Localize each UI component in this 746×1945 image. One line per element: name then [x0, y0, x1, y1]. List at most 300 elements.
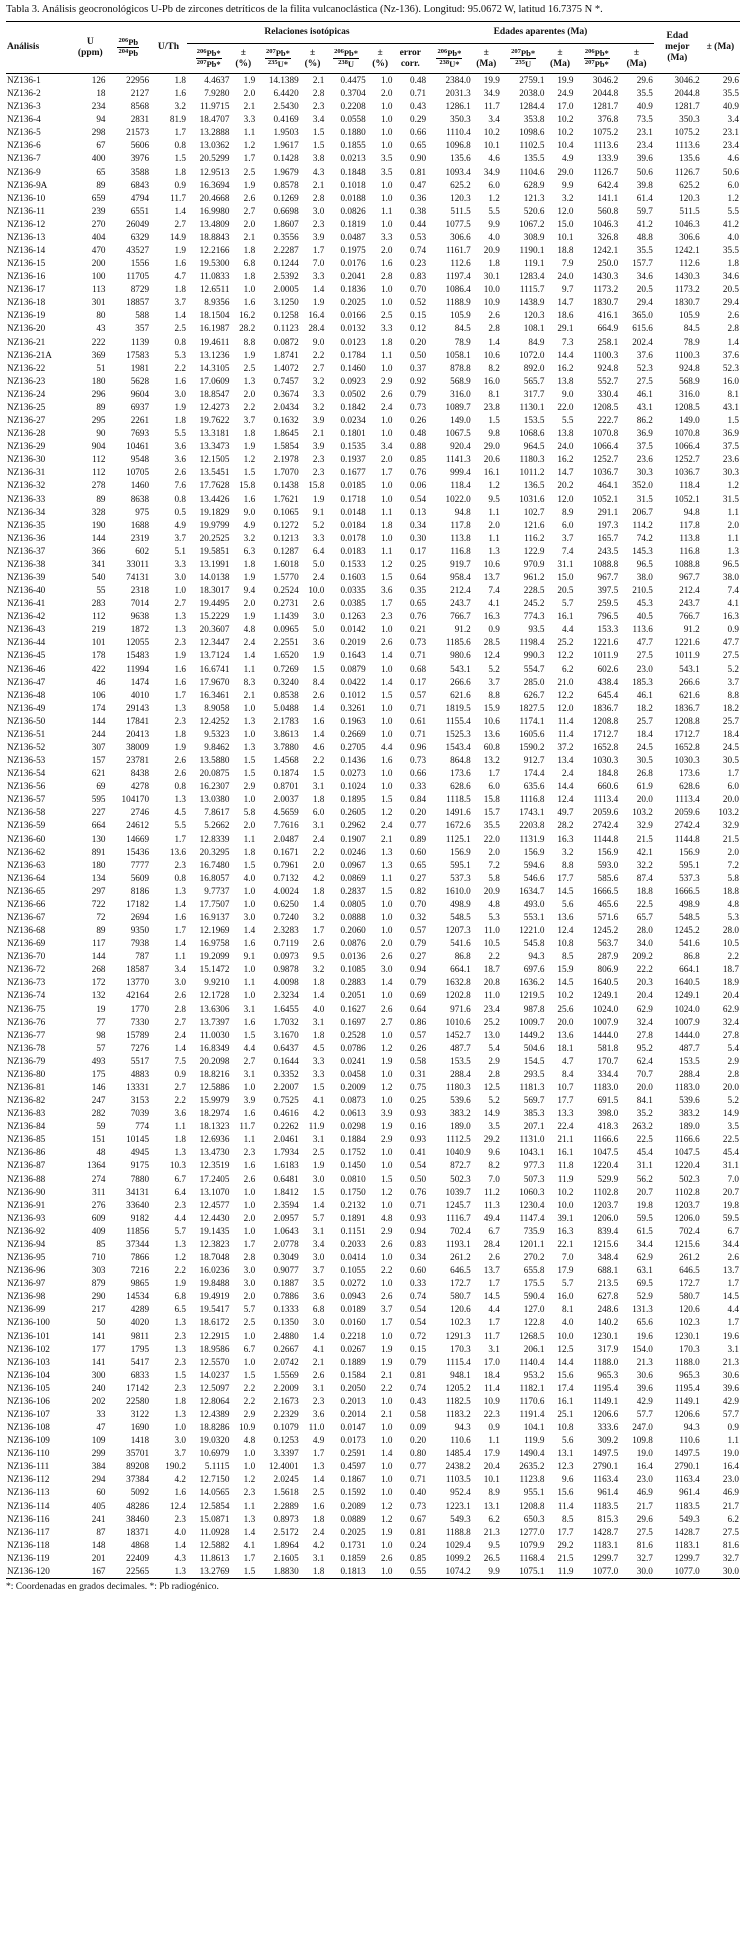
value-cell: 1.8 [312, 977, 325, 988]
value-cell: 1024.0 [674, 1003, 700, 1014]
value-cell: 0.66 [410, 768, 427, 779]
value-cell: 49.7 [557, 807, 574, 818]
value-cell: 2.6 [243, 1173, 256, 1184]
value-cell: 10.9 [239, 1422, 256, 1433]
value-cell: 9865 [130, 1278, 150, 1289]
value-cell: 116.8 [679, 545, 700, 556]
value-cell: 8.3 [243, 676, 256, 687]
value-cell: 19.9 [483, 75, 500, 85]
analysis-id-cell: NZ136-107 [7, 1408, 50, 1419]
value-cell: 46 [96, 676, 106, 687]
table-row [6, 362, 740, 375]
value-cell: 245.2 [523, 598, 545, 609]
table-row [6, 1421, 740, 1434]
value-cell: 2.3 [174, 1513, 186, 1524]
value-cell: 91.2 [454, 624, 471, 635]
value-cell: 3.2 [243, 532, 256, 543]
value-cell: 157.7 [632, 258, 653, 269]
value-cell: 0.0786 [340, 1042, 366, 1053]
value-cell: 3.3 [174, 558, 186, 569]
value-cell: 135.5 [523, 153, 545, 164]
value-cell: 2.8 [243, 1252, 256, 1263]
value-cell: 1183.0 [674, 1082, 700, 1093]
value-cell: 2.1 [312, 428, 325, 439]
value-cell: 2.0 [243, 820, 256, 831]
value-cell: 0.4475 [340, 75, 366, 85]
value-cell: 47.7 [722, 637, 739, 648]
value-cell: 5.7 [562, 598, 574, 609]
value-cell: 21573 [126, 127, 150, 138]
value-cell: 19.1829 [199, 506, 230, 517]
value-cell: 170.3 [450, 1343, 471, 1354]
value-cell: 383.2 [679, 1108, 700, 1119]
value-cell: 12.2 [557, 689, 574, 700]
value-cell: 0.35 [410, 585, 427, 596]
value-cell: 1.2 [381, 1186, 393, 1197]
value-cell: 117.8 [450, 519, 471, 530]
value-cell: 1.3 [174, 1317, 186, 1328]
value-cell: 4.0 [562, 1317, 574, 1328]
value-cell: 4.4 [488, 1304, 500, 1315]
value-cell: 0.2025 [340, 1526, 366, 1537]
value-cell: 51 [96, 362, 106, 373]
value-cell: 1046.3 [674, 218, 700, 229]
value-cell: 487.7 [679, 1042, 700, 1053]
value-cell: 541.6 [679, 938, 700, 949]
table-row [6, 192, 740, 205]
value-cell: 19.0 [636, 1448, 653, 1459]
value-cell: 13331 [126, 1082, 150, 1093]
value-cell: 0.74 [410, 245, 427, 256]
value-cell: 2.9 [381, 375, 393, 386]
value-cell: 5.8 [243, 807, 256, 818]
value-cell: 1149.1 [674, 1395, 700, 1406]
value-cell: 8.1 [727, 388, 739, 399]
value-cell: 0.30 [410, 532, 427, 543]
value-cell: 1.0 [243, 990, 256, 1001]
value-cell: 1147.4 [519, 1212, 545, 1223]
value-cell: 22.5 [636, 1134, 653, 1145]
value-cell: 0.65 [410, 140, 427, 151]
value-cell: 78.9 [454, 336, 471, 347]
analysis-id-cell: NZ136-100 [7, 1317, 50, 1328]
value-cell: 3588 [130, 166, 150, 177]
value-cell: 1.8 [381, 519, 393, 530]
value-cell: 1.1 [488, 532, 500, 543]
value-cell: 595 [91, 794, 106, 805]
value-cell: 19.9799 [199, 519, 230, 530]
value-cell: 1.5 [312, 1082, 325, 1093]
value-cell: 1144.8 [674, 833, 700, 844]
value-cell: 94.8 [454, 506, 471, 517]
value-cell: 4.0 [174, 1526, 186, 1537]
value-cell: 2.9 [243, 1408, 256, 1419]
value-cell: 120.6 [450, 1304, 471, 1315]
value-cell: 11.0928 [199, 1526, 230, 1537]
value-cell: 7.0 [312, 258, 325, 269]
value-cell: 120.6 [679, 1304, 700, 1315]
value-cell: 1.8964 [273, 1539, 299, 1550]
value-cell: 7.0 [562, 1252, 574, 1263]
value-cell: 9811 [131, 1330, 150, 1341]
value-cell: 8.2 [488, 362, 500, 373]
value-cell: 8.9058 [204, 702, 230, 713]
analysis-id-cell: NZ136-36 [7, 532, 46, 543]
value-cell: 1.0 [243, 1448, 256, 1459]
value-cell: 31.5 [722, 493, 739, 504]
value-cell: 9.7 [562, 284, 574, 295]
value-cell: 6937 [130, 401, 150, 412]
value-cell: 1.7934 [273, 1147, 299, 1158]
value-cell: 1.1 [243, 127, 256, 138]
analysis-id-cell: NZ136-15 [7, 258, 46, 269]
value-cell: 1.0 [243, 702, 256, 713]
value-cell: 1.0 [243, 885, 256, 896]
value-cell: 1075.2 [592, 127, 619, 138]
analysis-id-cell: NZ136-2 [7, 88, 41, 99]
value-cell: 0.74 [410, 1291, 427, 1302]
value-cell: 1207.3 [445, 925, 471, 936]
value-cell: 17.9 [557, 1265, 574, 1276]
value-cell: 1.1 [243, 1500, 256, 1511]
value-cell: 1418 [130, 1435, 150, 1446]
value-cell: 585.6 [597, 872, 619, 883]
value-cell: 1.4 [381, 650, 393, 661]
analysis-id-cell: NZ136-19 [7, 310, 46, 321]
value-cell: 0.44 [410, 218, 427, 229]
value-cell: 0.25 [410, 1095, 427, 1106]
analysis-id-cell: NZ136-59 [7, 820, 46, 831]
value-cell: 16.0236 [199, 1265, 230, 1276]
value-cell: 2384.0 [445, 75, 471, 85]
value-cell: 13.2 [483, 755, 500, 766]
value-cell: 1.0 [381, 1095, 393, 1106]
value-cell: 177 [91, 1343, 106, 1354]
value-cell: 1.0 [381, 1474, 393, 1485]
value-cell: 1.8 [312, 1513, 325, 1524]
value-cell: 0.20 [410, 1435, 427, 1446]
value-cell: 1836.7 [674, 702, 700, 713]
value-cell: 170.3 [679, 1343, 700, 1354]
value-cell: 2.4 [312, 833, 325, 844]
value-cell: 84.1 [636, 1095, 653, 1106]
value-cell: 0.2051 [340, 990, 366, 1001]
value-cell: 642.4 [597, 179, 619, 190]
value-cell: 7.2 [727, 859, 739, 870]
value-cell: 10.0 [308, 585, 325, 596]
value-cell: 43527 [126, 245, 150, 256]
value-cell: 1.2 [243, 1474, 256, 1485]
value-cell: 1.2 [243, 454, 256, 465]
value-cell: 12.5 [557, 1343, 574, 1354]
value-cell: 13.1236 [199, 349, 230, 360]
value-cell: 25.2 [557, 637, 574, 648]
value-cell: 6.0 [488, 179, 500, 190]
value-cell: 5.6 [562, 1435, 574, 1446]
value-cell: 13.4426 [199, 493, 230, 504]
value-cell: 0.2705 [340, 741, 366, 752]
value-cell: 37.5 [722, 441, 739, 452]
value-cell: 1.5 [174, 1369, 186, 1380]
value-cell: 1.0 [243, 1082, 256, 1093]
value-cell: 1.7 [488, 768, 500, 779]
value-cell: 16.6741 [199, 663, 230, 674]
table-row [6, 819, 740, 832]
analysis-id-cell: NZ136-39 [7, 571, 46, 582]
value-cell: 1.0 [381, 768, 393, 779]
value-cell: 1640.5 [674, 977, 700, 988]
value-cell: 1.1 [243, 833, 256, 844]
value-cell: 96.5 [636, 558, 653, 569]
value-cell: 3.9 [312, 231, 325, 242]
value-cell: 688.1 [597, 1265, 619, 1276]
value-cell: 2.2007 [273, 1082, 299, 1093]
value-cell: 0.0869 [340, 872, 366, 883]
value-cell: 2790.1 [592, 1461, 619, 1472]
analysis-id-cell: NZ136-116 [7, 1513, 50, 1524]
value-cell: 31.1 [636, 1160, 653, 1171]
value-cell: 10.2 [483, 127, 500, 138]
value-cell: 560.8 [597, 205, 619, 216]
value-cell: 1219.5 [519, 990, 545, 1001]
value-cell: 498.9 [450, 898, 471, 909]
value-cell: 250.0 [597, 258, 619, 269]
value-cell: 1.4 [381, 676, 393, 687]
value-cell: 13.3 [557, 1108, 574, 1119]
value-cell: 0.69 [410, 990, 427, 1001]
table-row [6, 532, 740, 545]
value-cell: 1.8 [174, 1134, 186, 1145]
value-cell: 7.0 [727, 1173, 739, 1184]
value-cell: 4.0 [243, 872, 256, 883]
value-cell: 80 [96, 310, 106, 321]
value-cell: 1.7 [488, 1317, 500, 1328]
analysis-id-cell: NZ136-119 [7, 1552, 50, 1563]
value-cell: 2.2 [174, 1265, 186, 1276]
value-cell: 815.3 [597, 1513, 619, 1524]
value-cell: 4.2 [312, 1539, 325, 1550]
value-cell: 1191.4 [519, 1408, 545, 1419]
table-row [6, 1199, 740, 1212]
value-cell: 11.7 [239, 1121, 256, 1132]
value-cell: 2.5 [174, 323, 186, 334]
value-cell: 3.5 [488, 1121, 500, 1132]
table-row [6, 571, 740, 584]
value-cell: 5.0 [312, 624, 325, 635]
value-cell: 470 [91, 245, 106, 256]
value-cell: 12.4 [483, 650, 500, 661]
value-cell: 1438.9 [519, 297, 545, 308]
value-cell: 85 [96, 1238, 106, 1249]
value-cell: 365.0 [632, 310, 653, 321]
value-cell: 227 [91, 807, 106, 818]
table-row [6, 231, 740, 244]
value-cell: 16.4 [308, 310, 325, 321]
value-cell: 185.3 [632, 676, 653, 687]
value-cell: 3.0 [174, 571, 186, 582]
value-cell: 19.1435 [199, 1225, 230, 1236]
value-cell: 0.3261 [340, 702, 366, 713]
value-cell: 1.7 [381, 1317, 393, 1328]
value-cell: 1.7 [243, 1238, 256, 1249]
value-cell: 9.6 [488, 1147, 500, 1158]
value-cell: 24.0 [557, 271, 574, 282]
value-cell: 20.5 [557, 585, 574, 596]
value-cell: 15.9 [483, 702, 500, 713]
analysis-id-cell: NZ136-37 [7, 545, 46, 556]
value-cell: 39.6 [722, 1382, 739, 1393]
value-cell: 35.5 [636, 245, 653, 256]
value-cell: 1070.8 [674, 428, 700, 439]
value-cell: 14669 [126, 833, 150, 844]
value-cell: 0.1012 [340, 689, 366, 700]
value-cell: 0.2019 [340, 637, 366, 648]
value-cell: 2031.3 [445, 88, 471, 99]
value-cell: 10.2 [557, 1186, 574, 1197]
value-cell: 17841 [126, 715, 150, 726]
value-cell: 11.9 [308, 1121, 325, 1132]
value-cell: 1036.7 [674, 467, 700, 478]
value-cell: 0.50 [410, 1173, 427, 1184]
header-u: U (ppm) [74, 22, 106, 74]
value-cell: 0.29 [410, 114, 427, 125]
value-cell: 0.20 [410, 336, 427, 347]
value-cell: 0.1287 [273, 545, 299, 556]
value-cell: 2831 [130, 114, 150, 125]
value-cell: 1.4 [174, 310, 186, 321]
value-cell: 0.0132 [340, 323, 366, 334]
value-cell: 1074.2 [445, 1565, 471, 1576]
value-cell: 2.6 [488, 310, 500, 321]
value-cell: 74131 [126, 571, 150, 582]
value-cell: 0.1592 [340, 1487, 366, 1498]
analysis-id-cell: NZ136-118 [7, 1539, 50, 1550]
analysis-id-cell: NZ136-97 [7, 1278, 46, 1289]
value-cell: 0.25 [410, 558, 427, 569]
value-cell: 17182 [126, 898, 150, 909]
value-cell: 247 [91, 1095, 106, 1106]
value-cell: 4.2 [174, 1474, 186, 1485]
value-cell: 1.2 [727, 192, 739, 203]
value-cell: 13.6306 [199, 1003, 230, 1014]
value-cell: 0.34 [410, 1252, 427, 1263]
value-cell: 1.6 [381, 755, 393, 766]
value-cell: 9638 [130, 611, 150, 622]
value-cell: 0.34 [410, 519, 427, 530]
value-cell: 539.6 [679, 1095, 700, 1106]
value-cell: 0.57 [410, 689, 427, 700]
value-cell: 2.3 [312, 218, 325, 229]
value-cell: 0.0183 [340, 545, 366, 556]
value-cell: 0.92 [410, 375, 427, 386]
value-cell: 12.4 [557, 794, 574, 805]
value-cell: 65.6 [636, 1317, 653, 1328]
table-row [6, 702, 740, 715]
value-cell: 2438.2 [445, 1461, 471, 1472]
value-cell: 219 [91, 624, 106, 635]
value-cell: 1.3 [488, 545, 500, 556]
value-cell: 0.8538 [273, 689, 299, 700]
value-cell: 34131 [126, 1186, 150, 1197]
value-cell: 0.60 [410, 846, 427, 857]
value-cell: 1.7 [243, 1552, 256, 1563]
value-cell: 117 [92, 938, 106, 949]
value-cell: 5.3 [174, 349, 186, 360]
analysis-id-cell: NZ136-27 [7, 415, 46, 426]
value-cell: 1.5 [381, 1173, 393, 1184]
table-row [6, 283, 740, 296]
value-cell: 31.1 [722, 1160, 739, 1171]
value-cell: 154.5 [523, 1055, 545, 1066]
value-cell: 2.2 [174, 1095, 186, 1106]
value-cell: 1110.4 [446, 127, 471, 138]
value-cell: 0.0973 [273, 951, 299, 962]
value-cell: 1009.7 [519, 1016, 545, 1027]
value-cell: 1163.4 [674, 1474, 700, 1485]
value-cell: 112 [92, 467, 106, 478]
value-cell: 119.9 [524, 1435, 545, 1446]
value-cell: 0.0273 [340, 768, 366, 779]
value-cell: 57.7 [722, 1408, 739, 1419]
value-cell: 9.0 [243, 506, 256, 517]
value-cell: 122.8 [523, 1317, 545, 1328]
value-cell: 3.1 [727, 1343, 739, 1354]
value-cell: 1.7 [727, 1317, 739, 1328]
value-cell: 6329 [130, 231, 150, 242]
value-cell: 34.4 [636, 1238, 653, 1249]
value-cell: 46.9 [636, 1487, 653, 1498]
value-cell: 0.75 [410, 1082, 427, 1093]
value-cell: 197.3 [597, 519, 619, 530]
value-cell: 8.8 [562, 859, 574, 870]
value-cell: 1449.2 [519, 1029, 545, 1040]
value-cell: 17142 [126, 1382, 150, 1393]
value-cell: 1022.0 [445, 493, 471, 504]
value-cell: 2.5392 [273, 271, 299, 282]
value-cell: 1215.6 [674, 1238, 700, 1249]
table-row [6, 1120, 740, 1133]
value-cell: 1011.2 [519, 467, 545, 478]
value-cell: 1.8 [312, 1029, 325, 1040]
value-cell: 28.4 [308, 323, 325, 334]
header-age1-err: ± (Ma) [476, 47, 497, 69]
value-cell: 13.6 [169, 846, 186, 857]
value-cell: 20.4 [483, 1461, 500, 1472]
value-cell: 2.6 [381, 951, 393, 962]
value-cell: 0.33 [410, 1278, 427, 1289]
value-cell: 4.8 [381, 1212, 393, 1223]
value-cell: 16.9980 [199, 205, 230, 216]
value-cell: 0.1855 [340, 140, 366, 151]
table-row [6, 1565, 740, 1579]
value-cell: 1.1 [727, 532, 739, 543]
value-cell: 1180.3 [445, 1082, 471, 1093]
value-cell: 28.2 [239, 323, 256, 334]
value-cell: 34.9 [483, 166, 500, 177]
table-row [6, 676, 740, 689]
value-cell: 118.4 [679, 480, 700, 491]
value-cell: 20.7 [722, 1186, 739, 1197]
value-cell: 6.7 [488, 1225, 500, 1236]
value-cell: 0.13 [410, 506, 427, 517]
analysis-id-cell: NZ136-95 [7, 1252, 46, 1263]
analysis-id-cell: NZ136-14 [7, 245, 46, 256]
value-cell: 15.8 [308, 480, 325, 491]
value-cell: 0.2013 [340, 1395, 366, 1406]
value-cell: 2.1 [312, 1356, 325, 1367]
value-cell: 529.9 [597, 1173, 619, 1184]
value-cell: 17.9 [483, 1448, 500, 1459]
